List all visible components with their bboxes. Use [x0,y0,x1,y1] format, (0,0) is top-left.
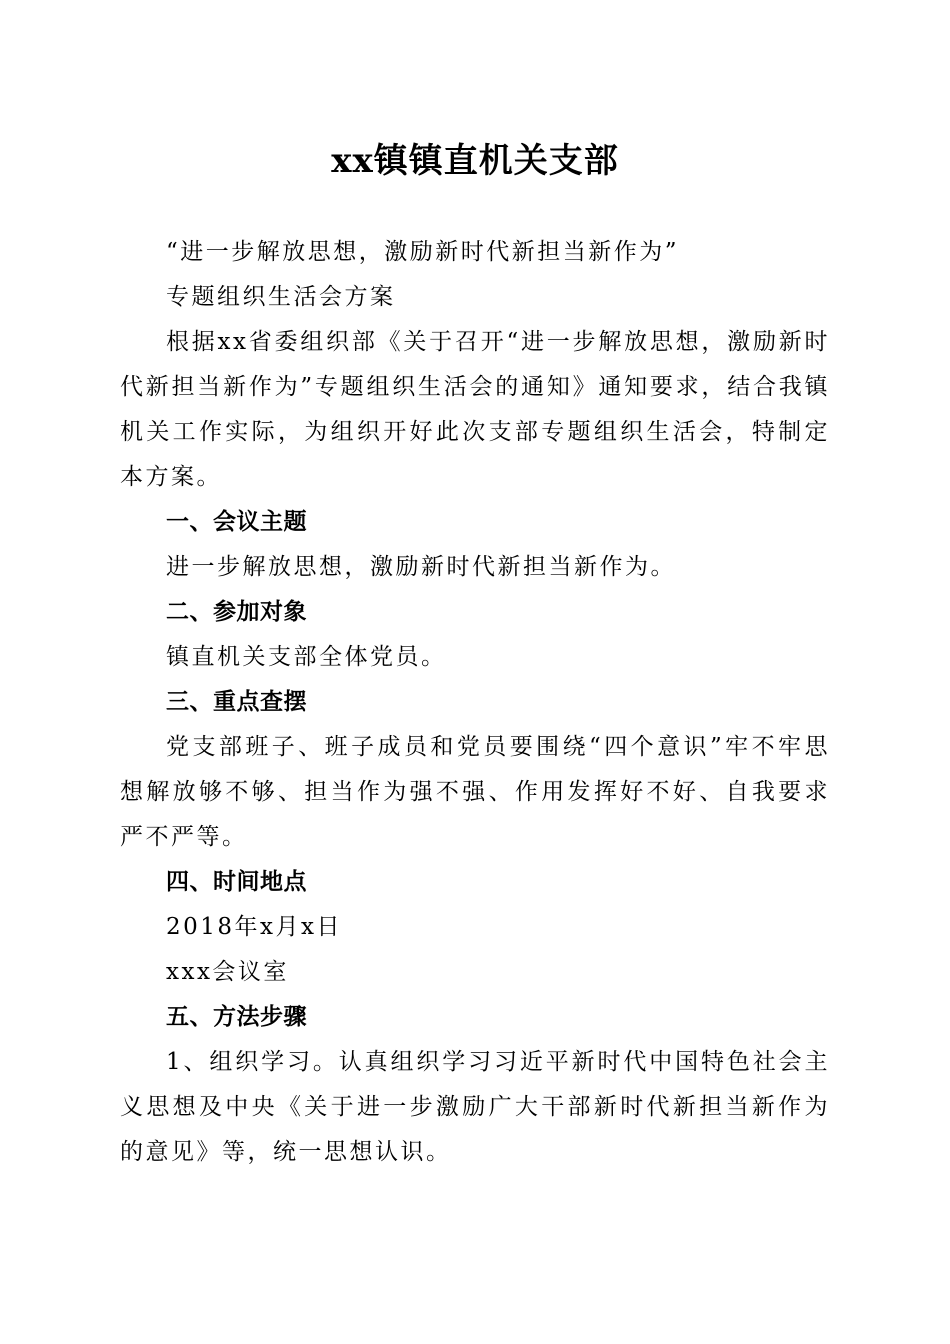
body-paragraph: 1、组织学习。认真组织学习习近平新时代中国特色社会主义思想及中央《关于进一步激励广大干部新时代新担当新作为的意见》等，统一思想认识。 [120,1049,830,1165]
section-heading: 三、重点查摆 [166,689,307,715]
section-heading: 一、会议主题 [166,509,307,535]
body-paragraph: 进一步解放思想，激励新时代新担当新作为。 [166,554,676,580]
body-paragraph: 专题组织生活会方案 [166,284,396,310]
body-paragraph: 党支部班子、班子成员和党员要围绕“四个意识”牢不牢思想解放够不够、担当作为强不强、作用发挥好不好、自我要求严不严等。 [120,734,830,850]
body-paragraph: 镇直机关支部全体党员。 [166,644,447,670]
body-paragraph: 根据xx省委组织部《关于召开“进一步解放思想，激励新时代新担当新作为”专题组织生活会的通知》通知要求，结合我镇机关工作实际，为组织开好此次支部专题组织生活会，特制定本方案。 [120,329,830,490]
section-heading: 二、参加对象 [166,599,307,625]
document-title: xx镇镇直机关支部 [331,141,619,181]
body-paragraph: xxx会议室 [166,959,289,985]
document-body [120,230,830,1175]
section-heading: 四、时间地点 [166,869,307,895]
body-paragraph: 2018年x月x日 [166,914,342,940]
section-heading: 五、方法步骤 [166,1004,307,1030]
body-paragraph: “进一步解放思想，激励新时代新担当新作为” [166,239,680,265]
